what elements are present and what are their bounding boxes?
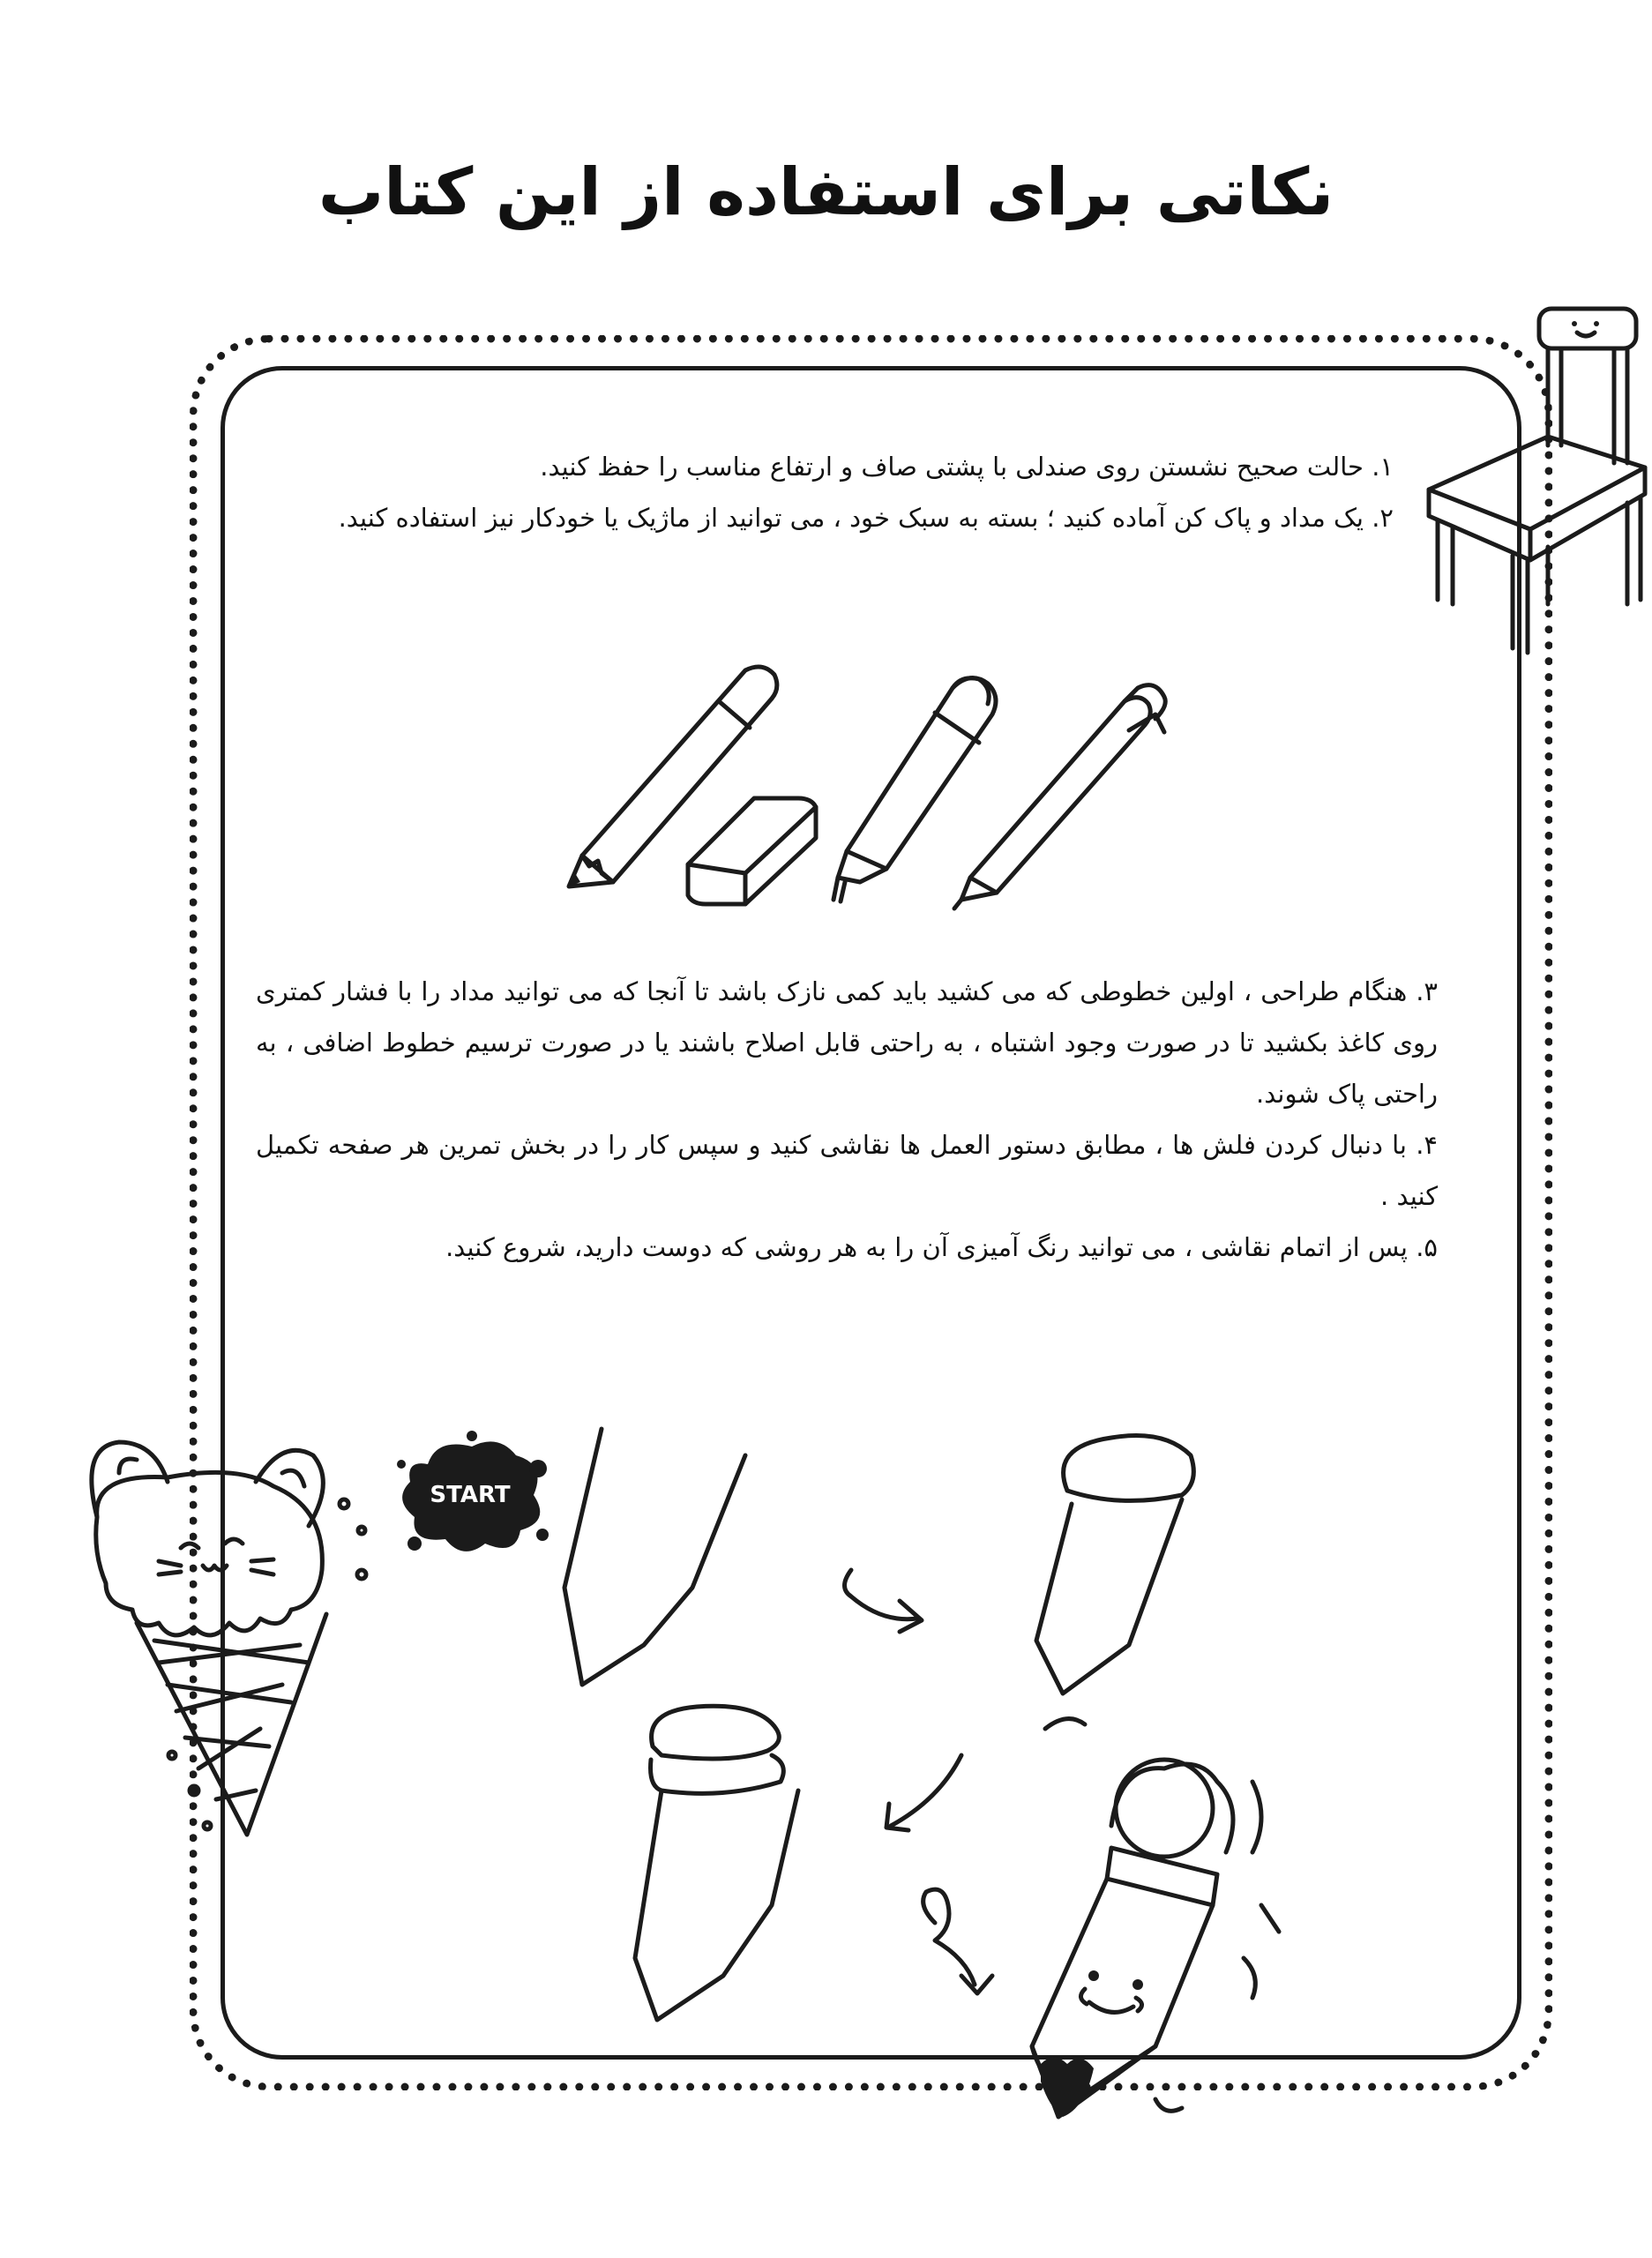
tips-list-bottom (256, 966, 1438, 1273)
eraser-icon (688, 798, 816, 904)
start-badge (392, 1429, 551, 1561)
pencil-step-2 (1036, 1436, 1193, 1694)
tip-5: ۵. پس از اتمام نقاشی ، می توانید رنگ آمیزی آن را به هر روشی که دوست دارید، شروع کنید. (445, 1232, 1438, 1262)
marker-icon (833, 678, 996, 901)
drawing-tools (547, 662, 1182, 908)
pencil-icon (569, 667, 777, 886)
tip-3: ۳. هنگام طراحی ، اولین خطوطی که می کشید باید کمی نازک باشد تا آنجا که می توانید مداد را با فشار کمتری روی کاغذ بکشید تا در صورت وجود اشتباه ، به راحتی قابل اصلاح باشند یا در صورت ترسیم خطوط اضافی ، به راحتی پاک شوند. (256, 976, 1438, 1109)
tips-list-top (300, 441, 1394, 543)
pencil-step-final (1032, 1719, 1279, 2117)
tip-2: ۲. یک مداد و پاک کن آماده کنید ؛ بسته به سبک خود ، می توانید از ماژیک یا خودکار نیز استفاده کنید. (338, 503, 1394, 533)
pencil-step-drawings (547, 1411, 1341, 2117)
pencil-step-1 (564, 1429, 745, 1685)
ice-cream-cat-icon (71, 1420, 370, 1843)
pen-icon (954, 685, 1165, 908)
arrow-icon (886, 1755, 961, 1830)
chair-icon (1416, 304, 1645, 657)
start-label: START (430, 1482, 511, 1508)
pencil-step-3 (635, 1706, 798, 2020)
tip-1: ۱. حالت صحیح نشستن روی صندلی با پشتی صاف و ارتفاع مناسب را حفظ کنید. (540, 452, 1394, 482)
arrow-icon (845, 1570, 923, 1632)
page-title: نکاتی برای استفاده از این کتاب (318, 154, 1334, 230)
tip-4: ۴. با دنبال کردن فلش ها ، مطابق دستور العمل ها نقاشی کنید و سپس کار را در بخش تمرین هر صفحه تکمیل کنید . (256, 1130, 1438, 1211)
arrow-icon (923, 1889, 992, 1993)
